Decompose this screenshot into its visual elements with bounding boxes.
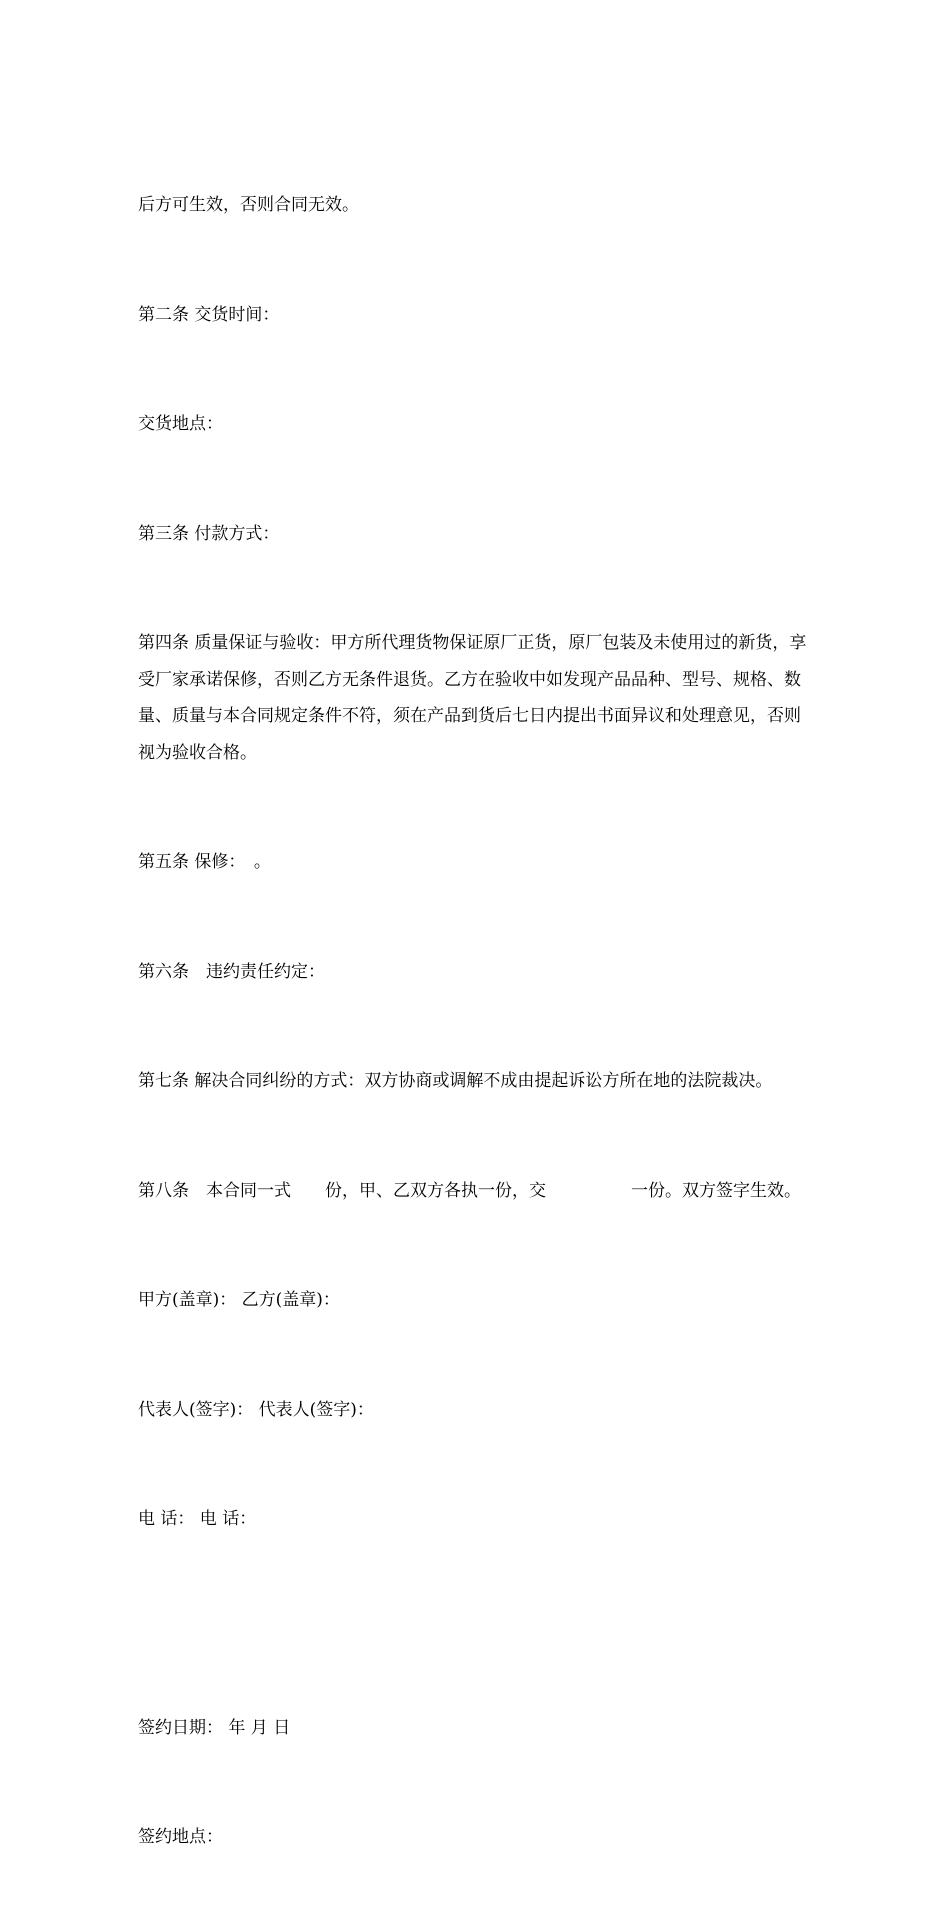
representative-signatures: 代表人(签字)： 代表人(签字)：: [138, 1399, 374, 1420]
spacer: [138, 1611, 813, 1637]
clause-delivery-place: 交货地点：: [138, 414, 223, 434]
sign-date: 签约日期： 年 月 日: [138, 1717, 291, 1738]
clause-4-quality: 第四条 质量保证与验收：甲方所代理货物保证原厂正货，原厂包装及未使用过的新货，享受厂家承诺保修，否则乙方无条件退货。乙方在验收中如发现产品品种、型号、规格、数量、质量与本合同规定条件不符，须在产品到货后七日内提出书面异议和处理意见，否则视为验收合格。: [138, 633, 807, 763]
clause-6-liability: 第六条 违约责任约定：: [138, 961, 325, 982]
clause-7-dispute: 第七条 解决合同纠纷的方式：双方协商或调解不成由提起诉讼方所在地的法院裁决。: [138, 1071, 773, 1091]
clause-effect-note: 后方可生效，否则合同无效。: [138, 195, 359, 215]
phone-lines: 电 话： 电 话：: [138, 1509, 257, 1529]
clause-8-copies: 第八条 本合同一式 份，甲、乙双方各执一份，交 一份。双方签字生效。: [138, 1180, 801, 1201]
clause-5-warranty: 第五条 保修： 。: [138, 852, 271, 872]
sign-place: 签约地点：: [138, 1827, 223, 1847]
party-seals: 甲方(盖章)： 乙方(盖章)：: [138, 1290, 340, 1310]
clause-3-payment: 第三条 付款方式：: [138, 523, 280, 544]
clause-2-delivery-time: 第二条 交货时间：: [138, 304, 280, 325]
contract-body: [138, 114, 813, 1929]
